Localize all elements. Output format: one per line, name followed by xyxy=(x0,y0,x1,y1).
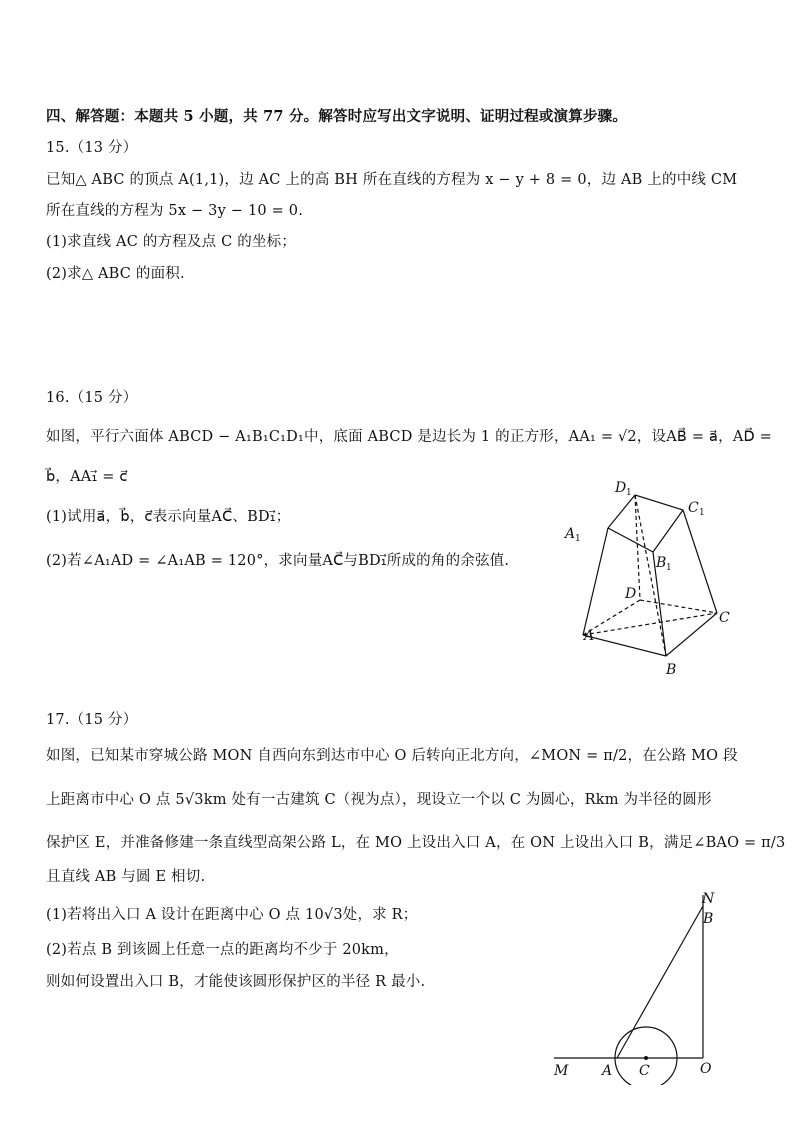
q15-line2: 所在直线的方程为 5x − 3y − 10 = 0. xyxy=(46,203,304,219)
label-A: A xyxy=(602,1063,613,1079)
edge-C1B1 xyxy=(653,510,683,552)
edge-C1C xyxy=(683,510,717,613)
edge-DC xyxy=(640,600,717,613)
edge-AA1 xyxy=(583,528,608,635)
label-C1: C xyxy=(688,500,699,516)
q17-part2: (2)若点 B 到该圆上任意一点的距离均不少于 20km， xyxy=(46,942,399,958)
q17-line2: 上距离市中心 O 点 5√3km 处有一古建筑 C（视为点），现设立一个以 C 为圆心，Rkm 为半径的圆形 xyxy=(46,792,712,808)
q17-part1: (1)若将出入口 A 设计在距离中心 O 点 10√3处，求 R； xyxy=(46,907,418,923)
label-N: N xyxy=(702,891,715,907)
q17-part3: 则如何设置出入口 B，才能使该圆形保护区的半径 R 最小. xyxy=(46,974,426,990)
road-circle-figure xyxy=(550,885,730,1085)
label-C: C xyxy=(639,1063,650,1079)
center-point-C xyxy=(644,1056,648,1060)
label-C: C xyxy=(719,610,730,626)
q15-number: 15.（13 分） xyxy=(46,140,138,156)
q16-part2: (2)若∠A₁AD = ∠A₁AB = 120°，求向量AC⃗与BD₁⃗所成的角的余弦值. xyxy=(46,553,510,569)
label-B: B xyxy=(703,911,714,927)
label-C1-sub: 1 xyxy=(699,508,705,518)
section-header: 四、解答题：本题共 5 小题，共 77 分。解答时应写出文字说明、证明过程或演算步骤。 xyxy=(46,108,628,125)
q17-number: 17.（15 分） xyxy=(46,712,138,728)
parallelepiped-figure xyxy=(555,470,745,680)
label-O: O xyxy=(700,1061,712,1077)
elevated-road-AB xyxy=(617,906,703,1058)
q16-line2: b⃗，AA₁⃗ = c⃗ xyxy=(46,469,128,485)
q17-line4: 且直线 AB 与圆 E 相切. xyxy=(46,869,206,885)
label-A1-sub: 1 xyxy=(575,534,581,544)
q16-part1: (1)试用a⃗，b⃗，c⃗表示向量AC⃗、BD₁⃗； xyxy=(46,509,291,525)
q16-number: 16.（15 分） xyxy=(46,390,138,406)
q15-line1: 已知△ ABC 的顶点 A(1,1)，边 AC 上的高 BH 所在直线的方程为 x − y + 8 = 0，边 AB 上的中线 CM xyxy=(46,172,738,188)
edge-A1B1 xyxy=(608,528,653,552)
diagonal-AC xyxy=(583,613,717,635)
edge-D1C1 xyxy=(635,495,683,510)
edge-BC xyxy=(666,613,717,656)
q17-line1: 如图，已知某市穿城公路 MON 自西向东到达市中心 O 后转向正北方向，∠MON = π/2，在公路 MO 段 xyxy=(46,748,738,764)
q15-part2: (2)求△ ABC 的面积. xyxy=(46,266,185,282)
label-D: D xyxy=(625,586,637,602)
q17-line3: 保护区 E，并准备修建一条直线型高架公路 L，在 MO 上设出入口 A，在 ON 上设出入口 B，满足∠BAO = π/3 xyxy=(46,835,786,851)
q16-line1: 如图，平行六面体 ABCD − A₁B₁C₁D₁中，底面 ABCD 是边长为 1 的正方形，AA₁ = √2，设AB⃗ = a⃗，AD⃗ = xyxy=(46,429,773,445)
label-M: M xyxy=(554,1063,569,1079)
label-D1-sub: 1 xyxy=(626,488,632,498)
diagonal-BD1 xyxy=(635,495,666,656)
label-D1: D xyxy=(615,480,627,496)
q15-part1: (1)求直线 AC 的方程及点 C 的坐标； xyxy=(46,234,297,250)
label-A1: A xyxy=(565,526,576,542)
label-B: B xyxy=(666,662,677,678)
label-A: A xyxy=(584,628,595,644)
edge-A1D1 xyxy=(608,495,635,528)
edge-AB xyxy=(583,635,666,656)
label-B1-sub: 1 xyxy=(666,563,672,573)
label-B1: B xyxy=(656,555,667,571)
